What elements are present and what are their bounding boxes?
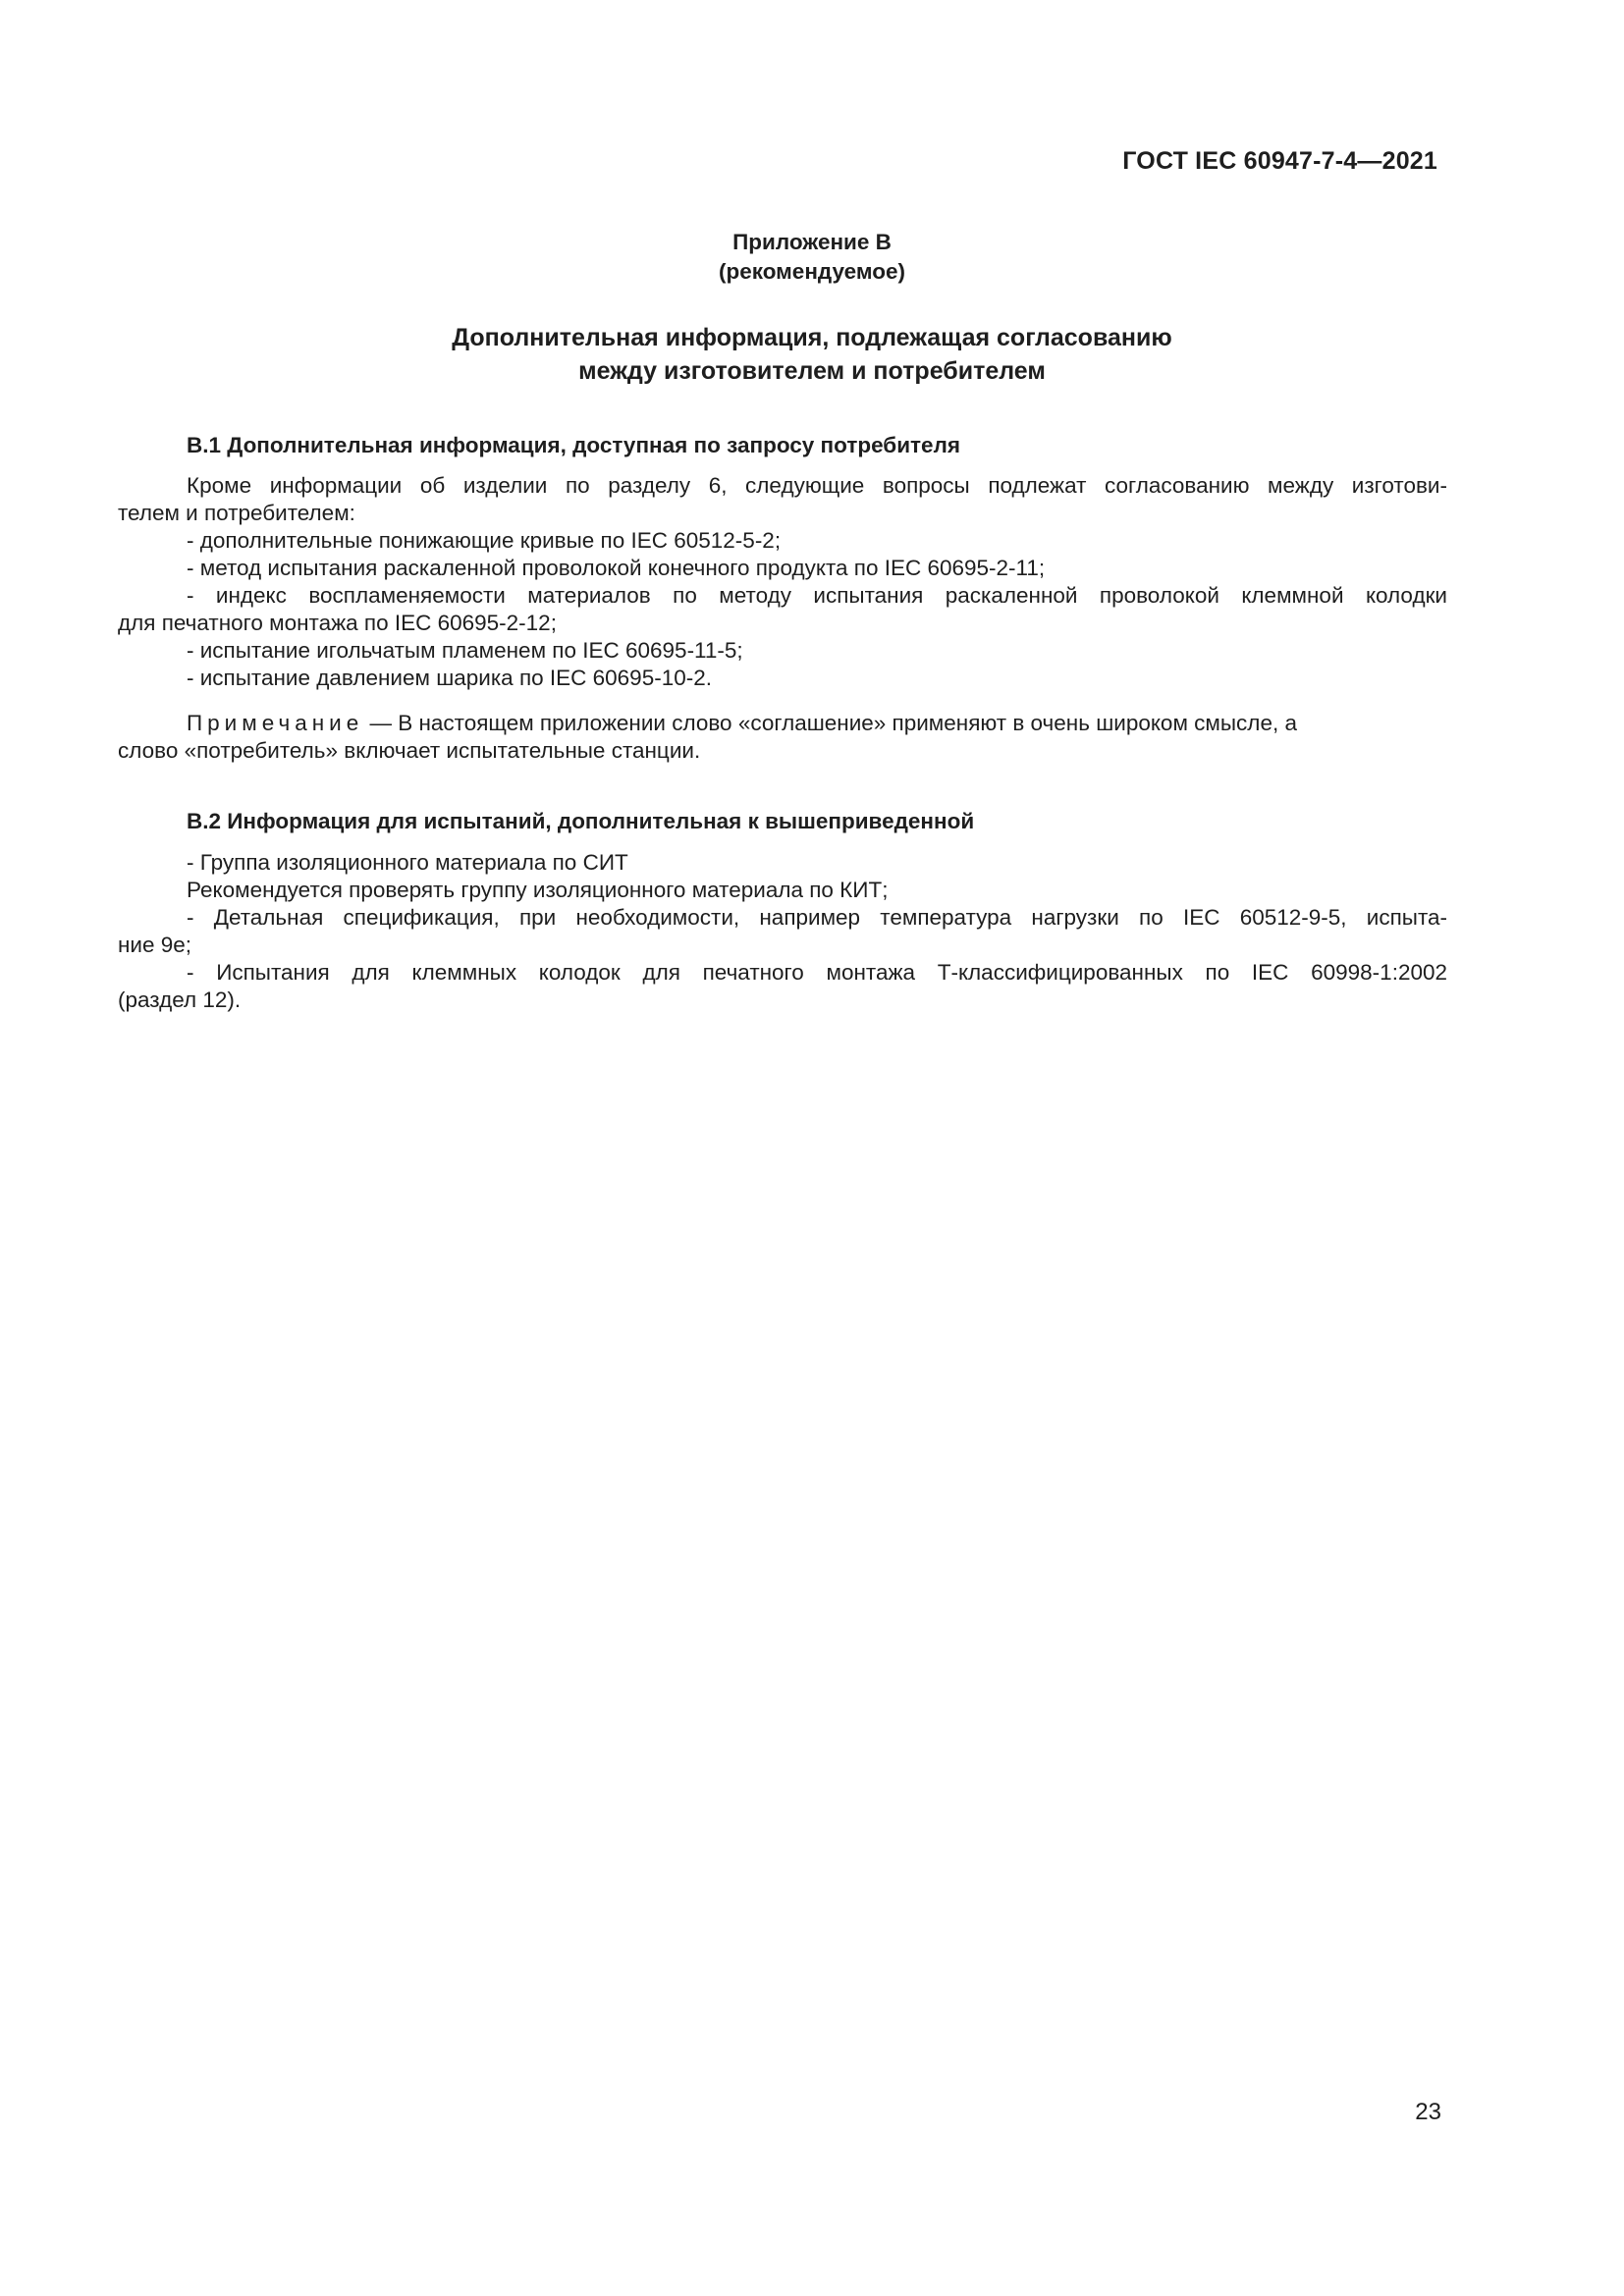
section-b1-list-item-2: - метод испытания раскаленной проволокой конечного продукта по IEC 60695-2-11; — [187, 556, 1046, 580]
annex-status: (рекомендуемое) — [719, 259, 905, 284]
note-label: Примечание — [187, 711, 364, 735]
section-b1-list-item-3-line-2: для печатного монтажа по IEC 60695-2-12; — [118, 611, 557, 635]
section-b1-list-item-5: - испытание давлением шарика по IEC 60695-10-2. — [187, 666, 712, 690]
section-b2-list-item-3-line-1: - Испытания для клеммных колодок для печатного монтажа Т-классифицированных по IEC 60998-1:2002 — [187, 960, 1447, 985]
section-b1-list-item-3-line-1: - индекс воспламеняемости материалов по методу испытания раскаленной проволокой клеммной колодки — [187, 583, 1447, 608]
section-b1-note-line-1 — [187, 710, 1447, 737]
annex-title-line-1: Дополнительная информация, подлежащая согласованию — [452, 324, 1172, 351]
annex-label: Приложение В — [732, 230, 892, 254]
note-text: — В настоящем приложении слово «соглашение» применяют в очень широком смысле, а — [363, 711, 1297, 735]
section-b2-heading: В.2 Информация для испытаний, дополнительная к вышеприведенной — [187, 809, 975, 833]
section-b2-list-item-2-line-1: - Детальная спецификация, при необходимости, например температура нагрузки по IEC 60512-9-5, испыта- — [187, 905, 1447, 930]
annex-title-line-2: между изготовителем и потребителем — [578, 357, 1046, 385]
section-b1-heading: В.1 Дополнительная информация, доступная по запросу потребителя — [187, 433, 960, 457]
section-b1-list-item-1: - дополнительные понижающие кривые по IEC 60512-5-2; — [187, 528, 782, 553]
section-b2-list-item-3-line-2: (раздел 12). — [118, 988, 242, 1012]
section-b1-intro-line-2: телем и потребителем: — [118, 501, 355, 525]
section-b2-list-item-1-note: Рекомендуется проверять группу изоляционного материала по КИТ; — [187, 878, 889, 902]
section-b1-intro-line-1: Кроме информации об изделии по разделу 6, следующие вопросы подлежат согласованию между изготови- — [187, 473, 1447, 498]
section-b1-list-item-4: - испытание игольчатым пламенем по IEC 60695-11-5; — [187, 638, 743, 663]
section-b2-list-item-2-line-2: ние 9е; — [118, 933, 192, 957]
section-b1-note-line-2: слово «потребитель» включает испытательные станции. — [118, 738, 701, 763]
page-number: 23 — [1415, 2099, 1441, 2125]
document-header-code: ГОСТ IEC 60947-7-4—2021 — [1122, 147, 1437, 175]
section-b2-list-item-1: - Группа изоляционного материала по СИТ — [187, 850, 628, 875]
